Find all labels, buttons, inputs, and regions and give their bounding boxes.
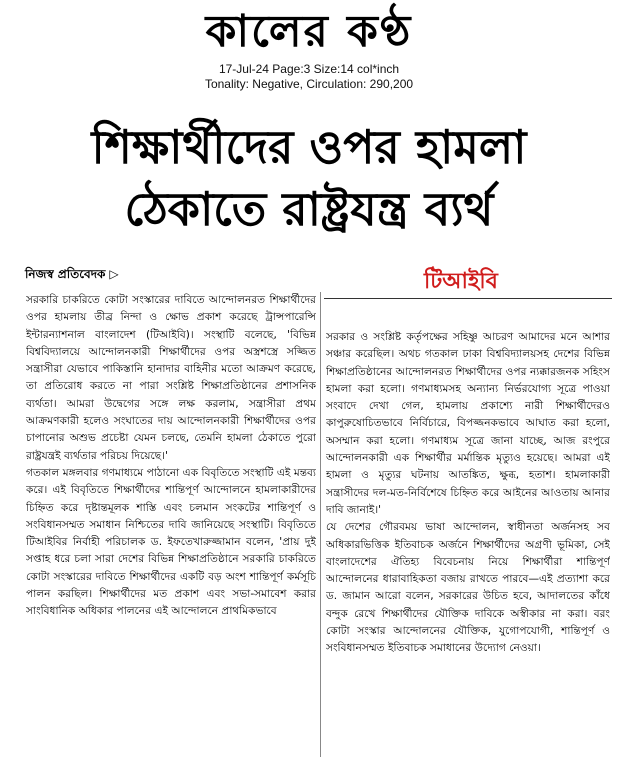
masthead: কালের কণ্ঠ bbox=[205, 6, 413, 57]
article-column-left bbox=[26, 292, 316, 762]
headline-line-2: ঠেকাতে রাষ্ট্রযন্ত্র ব্যর্থ bbox=[124, 182, 494, 236]
byline-arrow-icon: ▷ bbox=[109, 267, 119, 281]
paragraph: গতকাল মঙ্গলবার গণমাধ্যমে পাঠানো এক বিবৃতিতে সংস্থাটি এই মন্তব্য করে। এই বিবৃতিতে শিক্ষার্থীদের শান্তিপূর্ণ আন্দোলনে হামলাকারীদের চিহ্নিত করে দৃষ্টান্তমূলক শাস্তি এবং চলমান সংকটের শান্তিপূর্ণ ও সংবিধানসম্মত সমাধান নিশ্চিতের দাবি জানিয়েছে সংস্থাটি। বিবৃতিতে টিআইবির নির্বাহী পরিচালক ড. ইফতেখারুজ্জামান বলেন, 'প্রায় দুই সপ্তাহ ধরে চলা সারা দেশের বিভিন্ন শিক্ষাপ্রতিষ্ঠানে সরকারি চাকরিতে কোটা সংস্কারের দাবিতে শিক্ষার্থীদের একটি বড় অংশ শান্তিপূর্ণ কর্মসূচি পালন করছিল। শিক্ষার্থীদের মত প্রকাশ এবং সভা-সমাবেশ করার সাংবিধানিক অধিকার পালনের এই আন্দোলনে প্রাথমিকভাবে bbox=[26, 466, 316, 618]
clip-meta-tonality: Tonality: Negative, Circulation: 290,200 bbox=[204, 77, 414, 91]
paragraph: সরকার ও সংশ্লিষ্ট কর্তৃপক্ষের সহিষ্ণু আচরণ আমাদের মনে আশার সঞ্চার করেছিল। অথচ গতকাল ঢাকা বিশ্ববিদ্যালয়সহ দেশের বিভিন্ন শিক্ষাপ্রতিষ্ঠানের আন্দোলনরত শিক্ষার্থীদের ওপর ন্যক্কারজনক সহিংস হামলা করা হলো। গণমাধ্যমসহ অন্যান্য নির্ভরযোগ্য সূত্রে পাওয়া সংবাদে দেখা গেল, হামলায় প্রকাশ্যে নারী শিক্ষার্থীদেরও কাপুরুষোচিতভাবে নির্বিচারে, বিপজ্জনকভাবে আঘাত করা হলো, অসম্মান করা হলো। গণমাধ্যম সূত্রে জানা যাচ্ছে, আজ রংপুরে আন্দোলনকারী এক শিক্ষার্থীর মর্মান্তিক মৃত্যুও হয়েছে। আমরা এই হামলা ও মৃত্যুর ঘটনায় আতঙ্কিত, ক্ষুব্ধ, হতাশ। হামলাকারী সন্ত্রাসীদের দল-মত-নির্বিশেষে চিহ্নিত করে আইনের আওতায় আনার দাবি জানাই।' bbox=[326, 331, 610, 516]
tag-underline bbox=[324, 298, 612, 299]
byline bbox=[25, 266, 119, 286]
byline-text: নিজস্ব প্রতিবেদক bbox=[25, 267, 106, 281]
article-column-right bbox=[326, 329, 610, 759]
section-tag: টিআইবি bbox=[424, 269, 498, 294]
paragraph: সরকারি চাকরিতে কোটা সংস্কারের দাবিতে আন্দোলনরত শিক্ষার্থীদের ওপর হামলায় তীব্র নিন্দা ও ক্ষোভ প্রকাশ করেছে ট্রান্সপারেন্সি ইন্টারন্যাশনাল বাংলাদেশ (টিআইবি)। সংস্থাটি বলেছে, 'বিভিন্ন বিশ্ববিদ্যালয়ে আন্দোলনকারী শিক্ষার্থীদের ওপর অস্ত্রশস্ত্রে সজ্জিত সন্ত্রাসীরা যেভাবে পাকিস্তানি হানাদার বাহিনীর মতো আক্রমণ করেছে, তা প্রতিরোধ করতে না পারা সংশ্লিষ্ট শিক্ষাপ্রতিষ্ঠানের প্রশাসনিক ব্যর্থতা। আমরা উদ্বেগের সঙ্গে লক্ষ করলাম, সন্ত্রাসীরা প্রথম আক্রমণকারী হলেও সংঘাতের দায় আন্দোলনকারী শিক্ষার্থীদের ওপর চাপানোর অশুভ প্রচেষ্টা যেমন চলছে, তেমনি হামলা ঠেকাতে পুরো রাষ্ট্রযন্ত্রই ব্যর্থতার পরিচয় দিয়েছে।' bbox=[26, 294, 316, 462]
paragraph: যে দেশের গৌরবময় ভাষা আন্দোলন, স্বাধীনতা অর্জনসহ সব অধিকারভিত্তিক ইতিবাচক অর্জনে শিক্ষার্থীদের অগ্রণী ভূমিকা, সেই বাংলাদেশের ঐতিহ্য বিবেচনায় নিয়ে শিক্ষার্থীরা শান্তিপূর্ণ আন্দোলনের ধারাবাহিকতা বজায় রাখতে পারবে—এই প্রত্যাশা করে ড. জামান আরো বলেন, সরকারের উচিত হবে, আদালতের কাঁধে বন্দুক রেখে শিক্ষার্থীদের যৌক্তিক দাবিকে অস্বীকার না করা। বরং কোটা সংস্কার আন্দোলনের যৌক্তিক, যুগোপযোগী, শান্তিপূর্ণ ও সংবিধানসম্মত ইতিবাচক সমাধানের উদ্যোগ নেওয়া। bbox=[326, 521, 610, 655]
headline-line-1: শিক্ষার্থীদের ওপর হামলা bbox=[91, 120, 527, 174]
section-tag-box bbox=[324, 264, 612, 304]
clip-meta-page: 17-Jul-24 Page:3 Size:14 col*inch bbox=[218, 62, 400, 76]
column-divider bbox=[320, 292, 321, 757]
